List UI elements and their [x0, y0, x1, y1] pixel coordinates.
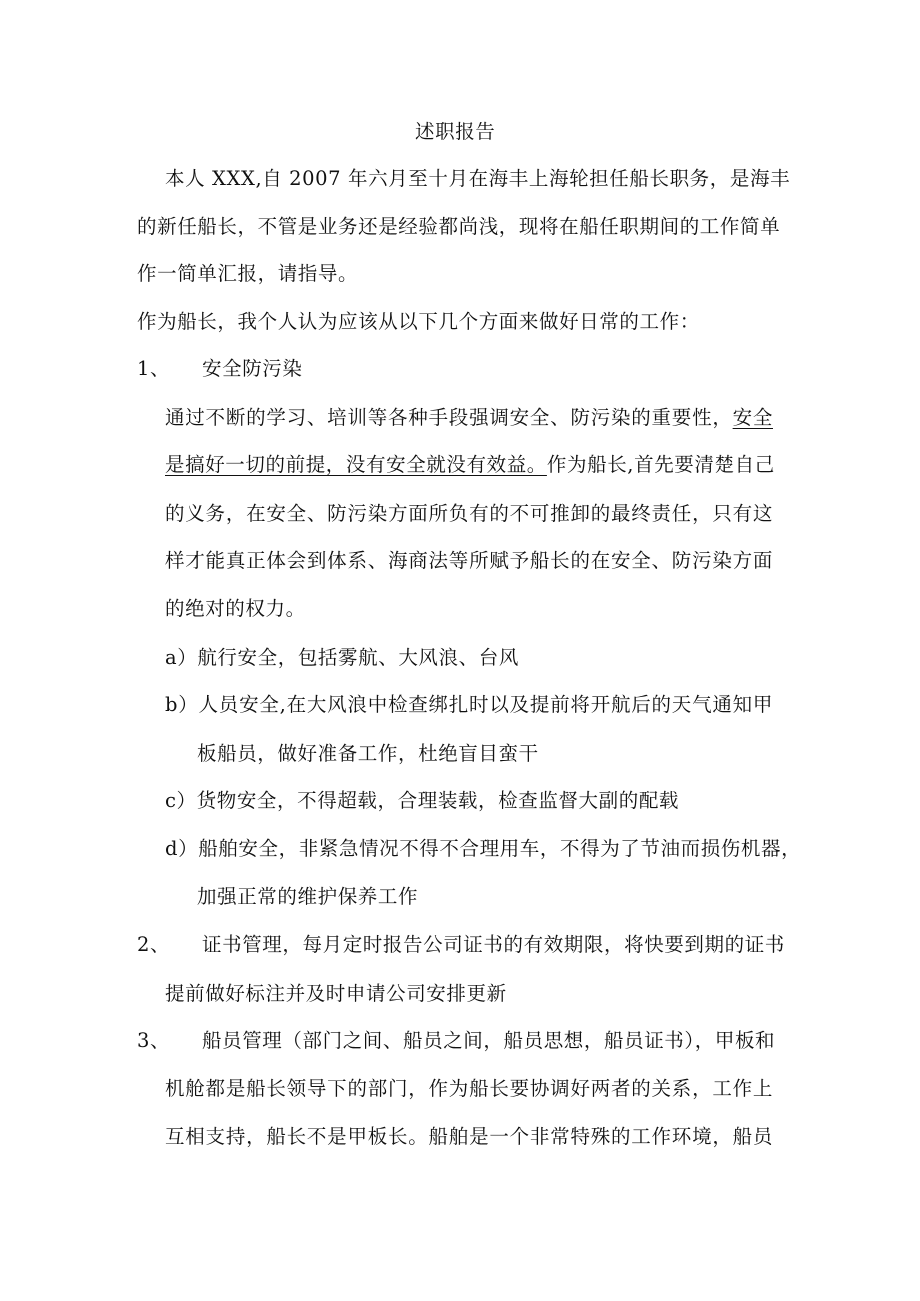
intro-line-2: 的新任船长，不管是业务还是经验都尚浅，现将在船任职期间的工作简单: [137, 215, 781, 238]
section-1-para-line-4: 样才能真正体会到体系、海商法等所赋予船长的在安全、防污染方面: [165, 549, 773, 572]
intro-line-3: 作一简单汇报，请指导。: [137, 262, 359, 285]
section-3-line-2: 机舱都是船长领导下的部门，作为船长要协调好两者的关系，工作上: [165, 1077, 773, 1100]
lead-sentence: 作为船长，我个人认为应该从以下几个方面来做好日常的工作：: [137, 310, 700, 333]
section-1-para-line-1: 通过不断的学习、培训等各种手段强调安全、防污染的重要性，安全: [165, 406, 773, 429]
list-item-b-line-1: b）人员安全,在大风浪中检查绑扎时以及提前将开航后的天气通知甲: [165, 693, 773, 716]
list-item-c: c）货物安全，不得超载，合理装载，检查监督大副的配载: [165, 789, 680, 812]
list-marker: d）: [165, 837, 199, 860]
list-item-b-line-2: 板船员，做好准备工作，杜绝盲目蛮干: [197, 742, 539, 765]
list-item-d-line-2: 加强正常的维护保养工作: [197, 885, 419, 908]
list-marker: b）: [165, 693, 199, 716]
section-2-number: 2、: [137, 933, 171, 956]
page-title: 述职报告: [415, 120, 496, 143]
section-3-number: 3、: [137, 1029, 171, 1052]
list-marker: c）: [165, 789, 197, 812]
section-1-heading: 安全防污染: [202, 357, 303, 380]
list-item-a: a）航行安全，包括雾航、大风浪、台风: [165, 646, 519, 669]
section-1-para-line-3: 的义务，在安全、防污染方面所负有的不可推卸的最终责任，只有这: [165, 502, 773, 525]
section-2-line-1: 证书管理，每月定时报告公司证书的有效期限，将快要到期的证书: [202, 933, 785, 956]
section-2-line-2: 提前做好标注并及时申请公司安排更新: [165, 982, 507, 1005]
underlined-text: 安全: [732, 406, 773, 429]
section-3-line-1: 船员管理（部门之间、船员之间，船员思想，船员证书），甲板和: [202, 1029, 776, 1052]
underlined-text: 是搞好一切的前提，没有安全就没有效益。: [165, 453, 547, 476]
section-1-para-line-2: 是搞好一切的前提，没有安全就没有效益。作为船长,首先要清楚自己: [165, 453, 775, 476]
intro-line-1: 本人 XXX,自 2007 年六月至十月在海丰上海轮担任船长职务，是海丰: [165, 167, 791, 190]
list-marker: a）: [165, 646, 198, 669]
section-1-para-line-5: 的绝对的权力。: [165, 597, 306, 620]
list-item-d-line-1: d）船舶安全，非紧急情况不得不合理用车，不得为了节油而损伤机器，: [165, 837, 802, 860]
section-1-number: 1、: [137, 357, 171, 380]
section-3-line-3: 互相支持，船长不是甲板长。船舶是一个非常特殊的工作环境，船员: [165, 1125, 773, 1148]
